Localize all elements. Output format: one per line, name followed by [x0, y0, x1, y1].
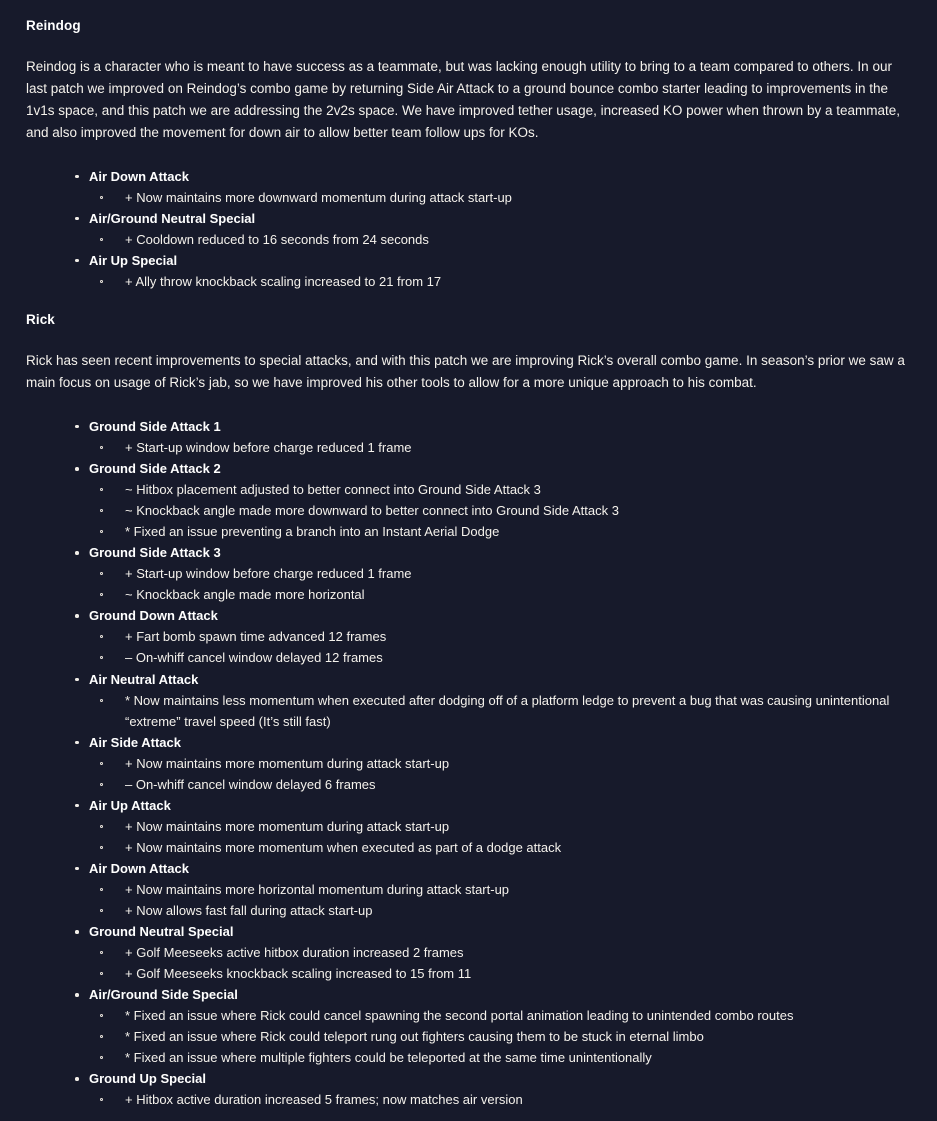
character-section — [26, 8, 911, 292]
move-list-item — [26, 416, 911, 458]
change-list-item: + Now maintains more momentum when executed as part of a dodge attack — [89, 837, 911, 858]
move-name: Air Down Attack — [89, 166, 911, 187]
change-list-item: ~ Knockback angle made more horizontal — [89, 584, 911, 605]
change-list — [89, 479, 911, 542]
move-name: Ground Side Attack 3 — [89, 542, 911, 563]
move-name: Air Side Attack — [89, 732, 911, 753]
change-list-item: + Cooldown reduced to 16 seconds from 24 seconds — [89, 229, 911, 250]
move-name: Air Neutral Attack — [89, 669, 911, 690]
change-list — [89, 1089, 911, 1110]
move-name: Air/Ground Side Special — [89, 984, 911, 1005]
change-list-item: – On-whiff cancel window delayed 12 frames — [89, 647, 911, 668]
change-list — [89, 437, 911, 458]
change-list — [89, 879, 911, 921]
move-list-item — [26, 732, 911, 795]
move-name: Air Up Special — [89, 250, 911, 271]
move-list-item — [26, 458, 911, 542]
move-list-item — [26, 166, 911, 208]
change-list — [89, 271, 911, 292]
move-list-item — [26, 858, 911, 921]
character-intro-paragraph: Reindog is a character who is meant to have success as a teammate, but was lacking enough utility to bring to a team compared to others. In our last patch we improved on Reindog’s combo game by returning Side Air Attack to a ground bounce combo starter leading to improvements in the 1v1s space, and this patch we are addressing the 2v2s space. We have improved tether usage, increased KO power when thrown by a teammate, and also improved the movement for down air to allow better team follow ups for KOs. — [26, 59, 900, 140]
change-list-item: + Now maintains more momentum during attack start-up — [89, 816, 911, 837]
change-list-item: + Now maintains more momentum during attack start-up — [89, 753, 911, 774]
change-list — [89, 1005, 911, 1068]
move-list-item — [26, 984, 911, 1068]
character-intro-paragraph: Rick has seen recent improvements to special attacks, and with this patch we are improving Rick’s overall combo game. In season’s prior we saw a main focus on usage of Rick’s jab, so we have improved his other tools to allow for a more unique approach to his combat. — [26, 353, 905, 391]
move-list-item — [26, 250, 911, 292]
move-name: Ground Side Attack 2 — [89, 458, 911, 479]
move-list-item — [26, 795, 911, 858]
character-name-heading: Reindog — [26, 18, 81, 33]
change-list — [89, 187, 911, 208]
change-list-item: – On-whiff cancel window delayed 6 frames — [89, 774, 911, 795]
change-list-item: + Fart bomb spawn time advanced 12 frames — [89, 626, 911, 647]
change-list — [89, 753, 911, 795]
patch-notes-sections — [26, 8, 911, 1110]
change-list-item: + Start-up window before charge reduced 1 frame — [89, 437, 911, 458]
change-list — [89, 942, 911, 984]
change-list-item: * Fixed an issue where Rick could cancel spawning the second portal animation leading to unintended combo routes — [89, 1005, 911, 1026]
move-name: Air Up Attack — [89, 795, 911, 816]
change-list-item: + Start-up window before charge reduced 1 frame — [89, 563, 911, 584]
change-list-item: ~ Knockback angle made more downward to better connect into Ground Side Attack 3 — [89, 500, 911, 521]
change-list-item: * Fixed an issue where multiple fighters could be teleported at the same time unintentionally — [89, 1047, 911, 1068]
move-list — [26, 166, 911, 292]
character-section — [26, 292, 911, 1111]
move-list — [26, 416, 911, 1111]
move-list-item — [26, 1068, 911, 1110]
change-list-item: ~ Hitbox placement adjusted to better connect into Ground Side Attack 3 — [89, 479, 911, 500]
move-list-item — [26, 669, 911, 732]
move-list-item — [26, 208, 911, 250]
move-name: Air Down Attack — [89, 858, 911, 879]
change-list-item: + Now maintains more downward momentum during attack start-up — [89, 187, 911, 208]
change-list-item: + Now maintains more horizontal momentum during attack start-up — [89, 879, 911, 900]
change-list-item: + Ally throw knockback scaling increased to 21 from 17 — [89, 271, 911, 292]
change-list-item: * Fixed an issue where Rick could teleport rung out fighters causing them to be stuck in eternal limbo — [89, 1026, 911, 1047]
move-name: Ground Neutral Special — [89, 921, 911, 942]
change-list-item: * Now maintains less momentum when executed after dodging off of a platform ledge to prevent a bug that was causing unintentional “extreme” travel speed (It’s still fast) — [89, 690, 911, 732]
move-list-item — [26, 542, 911, 605]
move-list-item — [26, 605, 911, 668]
change-list-item: * Fixed an issue preventing a branch into an Instant Aerial Dodge — [89, 521, 911, 542]
change-list-item: + Hitbox active duration increased 5 frames; now matches air version — [89, 1089, 911, 1110]
change-list — [89, 229, 911, 250]
move-name: Ground Up Special — [89, 1068, 911, 1089]
change-list-item: + Golf Meeseeks active hitbox duration increased 2 frames — [89, 942, 911, 963]
move-name: Ground Side Attack 1 — [89, 416, 911, 437]
change-list — [89, 626, 911, 668]
change-list-item: + Now allows fast fall during attack start-up — [89, 900, 911, 921]
change-list — [89, 563, 911, 605]
move-name: Air/Ground Neutral Special — [89, 208, 911, 229]
change-list-item: + Golf Meeseeks knockback scaling increased to 15 from 11 — [89, 963, 911, 984]
move-name: Ground Down Attack — [89, 605, 911, 626]
change-list — [89, 690, 911, 732]
character-name-heading: Rick — [26, 311, 55, 327]
change-list — [89, 816, 911, 858]
move-list-item — [26, 921, 911, 984]
